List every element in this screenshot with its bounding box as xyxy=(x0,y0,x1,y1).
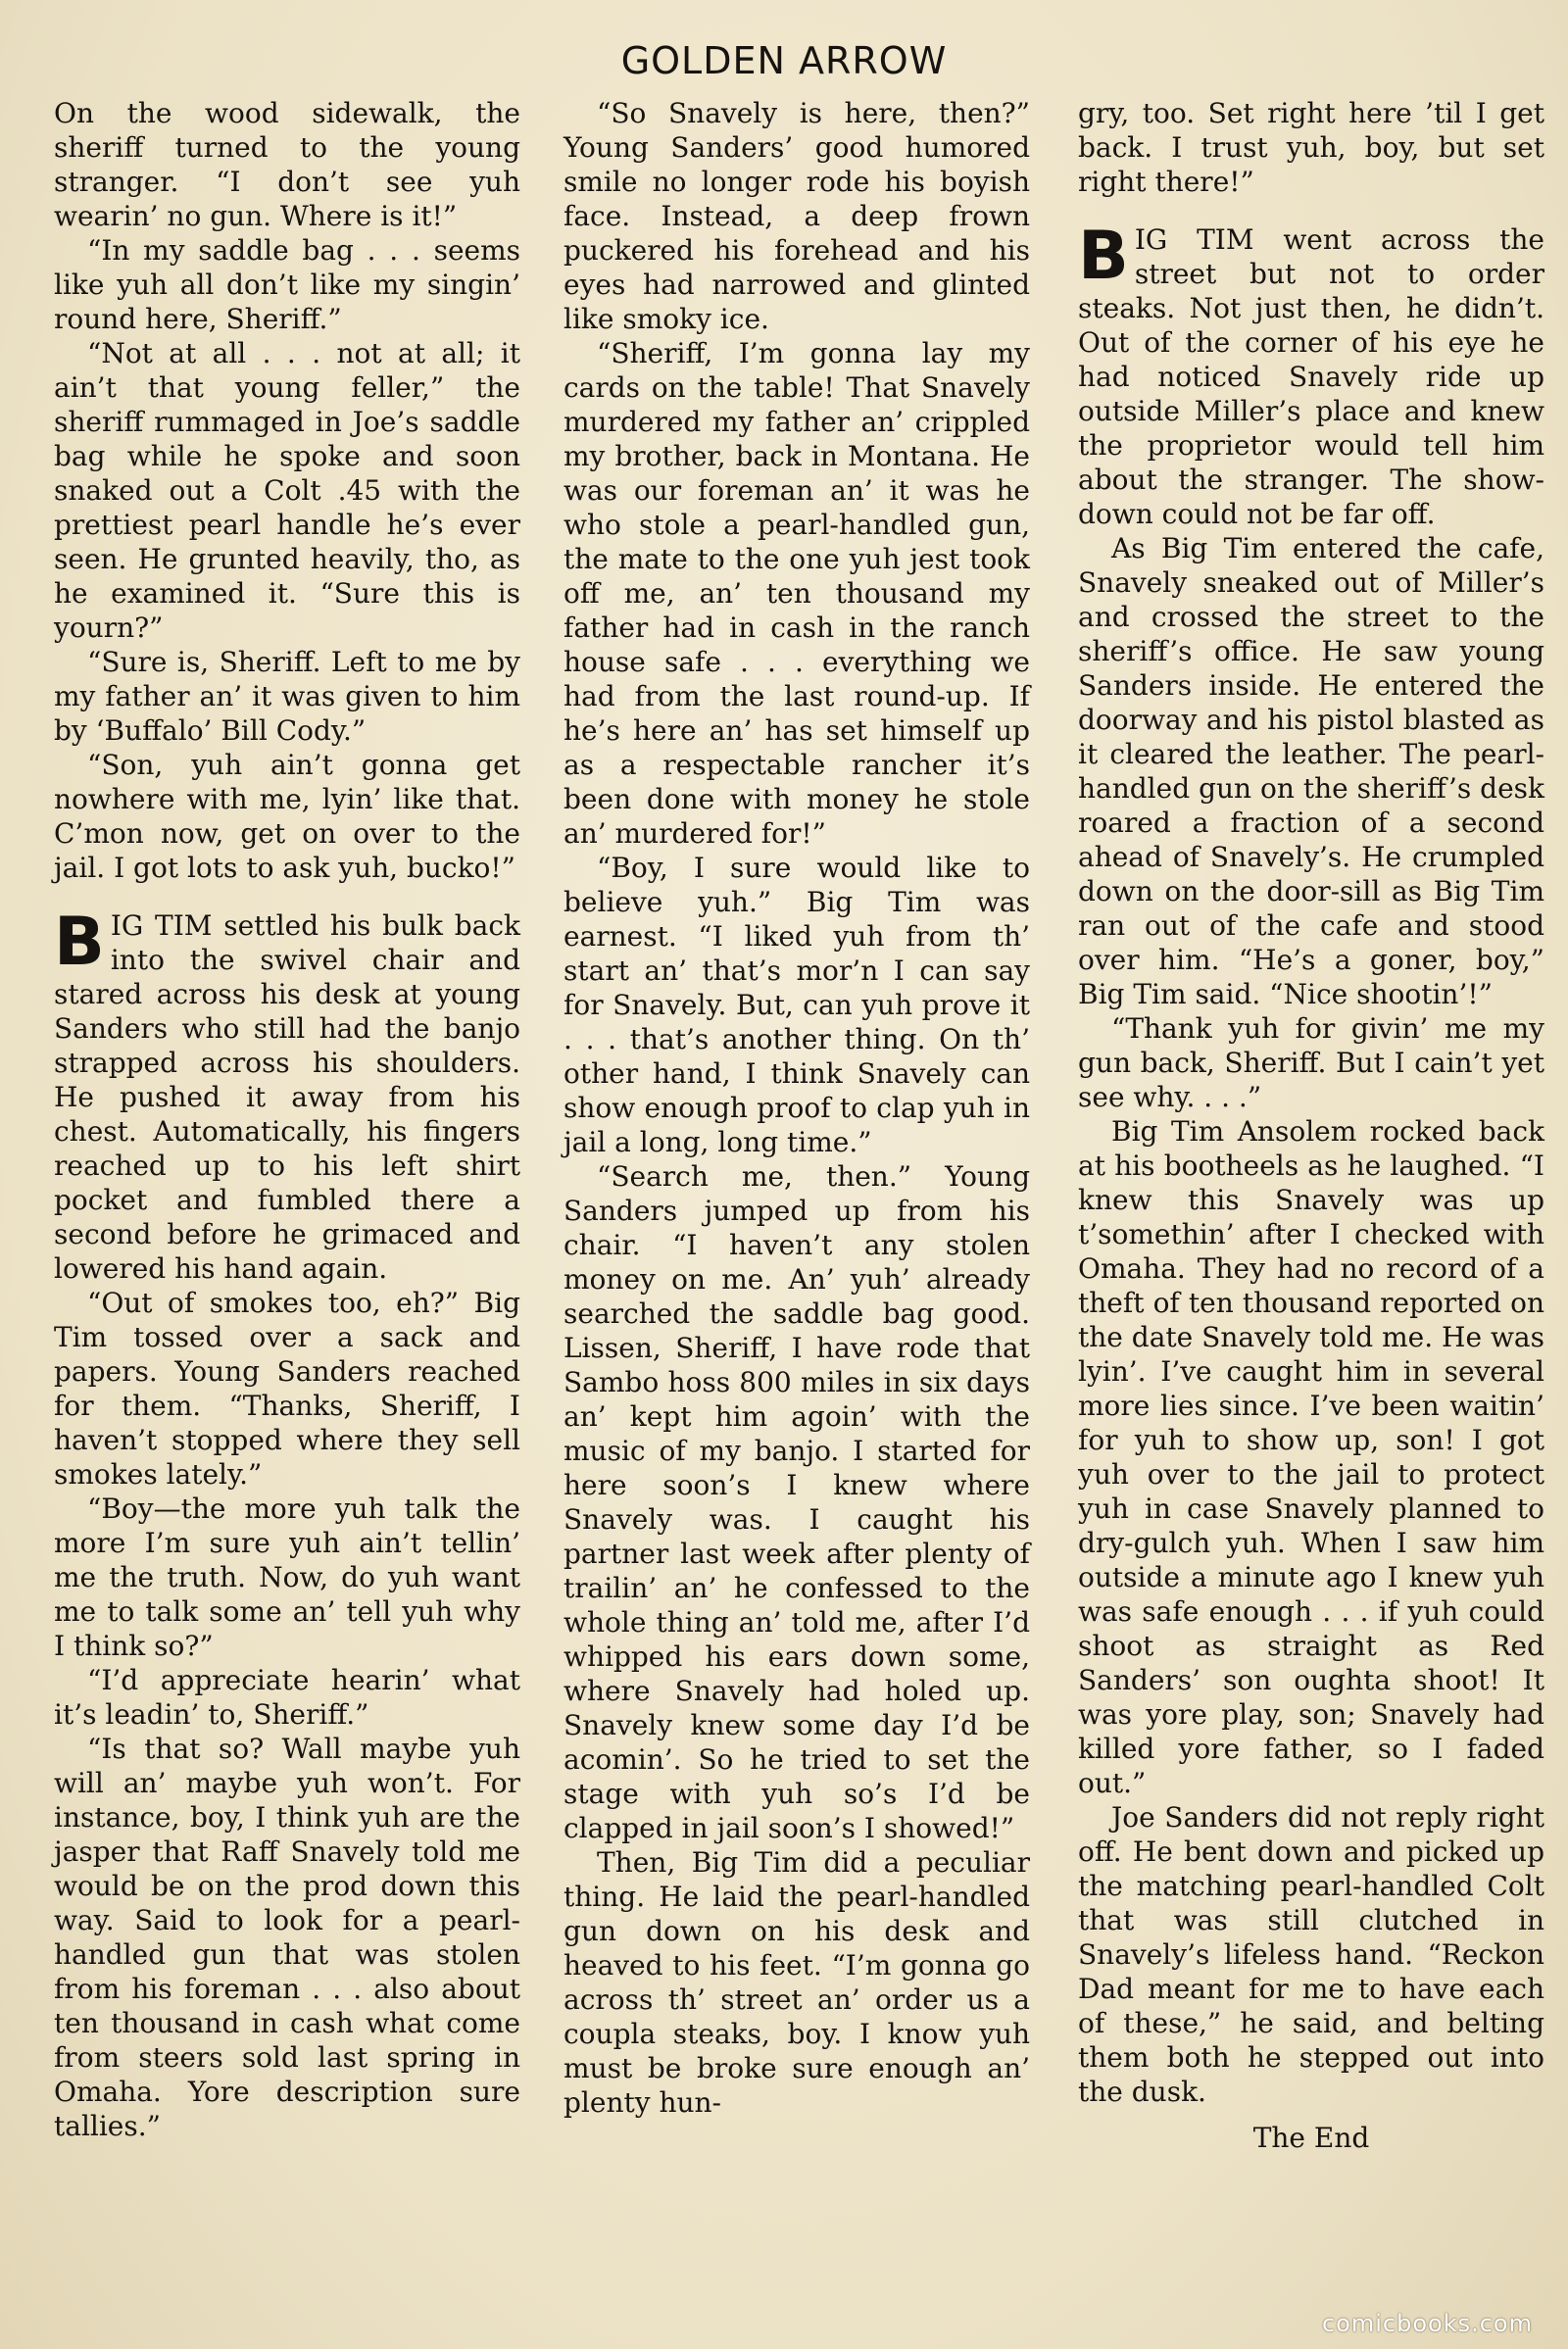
paragraph: “Search me, then.” Young Sanders jumped up from his chair. “I haven’t any stolen money on me. An’ yuh’ already searched the saddle bag good. Lissen, Sheriff, I have rode that Sambo hoss 800 miles in six days an’ kept him agoin’ with the music of my banjo. I started for here soon’s I knew where Snavely was. I caught his partner last week after plenty of trailin’ an’ he confessed to the whole thing an’ told me, after I’d whipped his ears down some, where Snavely had holed up. Snavely knew some day I’d be acomin’. So he tried to set the stage with yuh so’s I’d be clapped in jail soon’s I showed!” xyxy=(564,1160,1030,1844)
paragraph: “So Snavely is here, then?” Young Sanders’ good humored smile no longer rode his boyish face. Instead, a deep frown puckered his forehead and his eyes had narrowed and glinted like smoky ice. xyxy=(564,97,1030,335)
text-column-3 xyxy=(1078,96,1544,2155)
paragraph: “Thank yuh for givin’ me my gun back, Sheriff. But I cain’t yet see why. . . .” xyxy=(1078,1012,1544,1113)
paragraph: “Son, yuh ain’t gonna get nowhere with me, lyin’ like that. C’mon now, get on over to the jail. I got lots to ask yuh, bucko!” xyxy=(54,749,520,884)
paragraph: Joe Sanders did not reply right off. He bent down and picked up the matching pearl-handled Colt that was still clutched in Snavely’s lifeless hand. “Reckon Dad meant for me to have each of these,” he said, and belting them both he stepped out into the dusk. xyxy=(1078,1801,1544,2108)
watermark-text: comicbooks.com xyxy=(1321,2310,1533,2337)
text-column-1 xyxy=(54,96,520,2143)
paragraph: “Not at all . . . not at all; it ain’t that young feller,” the sheriff rummaged in Joe’s saddle bag while he spoke and soon snaked out a Colt .45 with the prettiest pearl handle he’s ever seen. He grunted heavily, tho, as he examined it. “Sure this is yourn?” xyxy=(54,337,520,644)
text-column-2 xyxy=(564,96,1030,2120)
paragraph: “Out of smokes too, eh?” Big Tim tossed over a sack and papers. Young Sanders reached for them. “Thanks, Sheriff, I haven’t stopped where they sell smokes lately.” xyxy=(54,1287,520,1491)
paragraph: On the wood sidewalk, the sheriff turned to the young stranger. “I don’t see yuh wearin’ no gun. Where is it!” xyxy=(54,97,520,232)
paragraph: “In my saddle bag . . . seems like yuh all don’t like my singin’ round here, Sheriff.” xyxy=(54,234,520,335)
paragraph: “Is that so? Wall maybe yuh will an’ maybe yuh won’t. For instance, boy, I think yuh are the jasper that Raff Snavely told me would be on the prod down this way. Said to look for a pearl-handled gun that was stolen from his foreman . . . also about ten thousand in cash what come from steers sold last spring in Omaha. Yore description sure tallies.” xyxy=(54,1733,520,2142)
paragraph: “Sure is, Sheriff. Left to me by my father an’ it was given to him by ‘Buffalo’ Bill Cody.” xyxy=(54,646,520,747)
section-break-paragraph xyxy=(54,904,520,1286)
the-end-label: The End xyxy=(1252,2122,1370,2154)
paragraph: gry, too. Set right here ’til I get back. I trust yuh, boy, but set right there!” xyxy=(1078,97,1544,198)
drop-cap: B xyxy=(1078,218,1129,295)
paragraph: “I’d appreciate hearin’ what it’s leadin’ to, Sheriff.” xyxy=(54,1664,520,1731)
paragraph: Big Tim Ansolem rocked back at his bootheels as he laughed. “I knew this Snavely was up t’somethin’ after I checked with Omaha. They had no record of a theft of ten thousand reported on the date Snavely told me. He was lyin’. I’ve caught him in several more lies since. I’ve been waitin’ for yuh to show up, son! I got yuh over to the jail to protect yuh in case Snavely planned to dry-gulch yuh. When I saw him outside a minute ago I knew yuh was safe enough . . . if yuh could shoot as straight as Red Sanders’ son oughta shoot! It was yore play, son; Snavely had killed yore father, so I faded out.” xyxy=(1078,1115,1544,1799)
paragraph-text: IG TIM settled his bulk back into the swivel chair and stared across his desk at young Sanders who still had the banjo strapped across his shoulders. He pushed it away from his chest. Automatically, his fingers reached up to his left shirt pocket and fumbled there a second before he grimaced and lowered his hand again. xyxy=(54,909,520,1285)
paragraph-text: IG TIM went across the street but not to order steaks. Not just then, he didn’t. Out of the corner of his eye he had noticed Snavely ride up outside Miller’s place and knew the proprietor would tell him about the stranger. The show-down could not be far off. xyxy=(1078,223,1544,530)
page-header-title: GOLDEN ARROW xyxy=(620,39,948,82)
paragraph: Then, Big Tim did a peculiar thing. He laid the pearl-handled gun down on his desk and heaved to his feet. “I’m gonna go across th’ street an’ order us a coupla steaks, boy. I know yuh must be broke sure enough an’ plenty hun- xyxy=(564,1846,1030,2119)
paragraph: “Boy, I sure would like to believe yuh.” Big Tim was earnest. “I liked yuh from th’ start an’ that’s mor’n I can say for Snavely. But, can yuh prove it . . . that’s another thing. On th’ other hand, I think Snavely can show enough proof to clap yuh in jail a long, long time.” xyxy=(564,852,1030,1158)
paragraph: “Sheriff, I’m gonna lay my cards on the table! That Snavely murdered my father an’ crippled my brother, back in Montana. He was our foreman an’ it was he who stole a pearl-handled gun, the mate to the one yuh jest took off me, an’ ten thousand my father had in cash in the ranch house safe . . . everything we had from the last round-up. If he’s here an’ has set himself up as a respectable rancher it’s been done with money he stole an’ murdered for!” xyxy=(564,337,1030,850)
paragraph: “Boy—the more yuh talk the more I’m sure yuh ain’t tellin’ me the truth. Now, do yuh want me to talk some an’ tell yuh why I think so?” xyxy=(54,1493,520,1662)
section-break-paragraph xyxy=(1078,218,1544,531)
drop-cap: B xyxy=(54,904,105,981)
paragraph: As Big Tim entered the cafe, Snavely sneaked out of Miller’s and crossed the street to the sheriff’s office. He saw young Sanders inside. He entered the doorway and his pistol blasted as it cleared the leather. The pearl-handled gun on the sheriff’s desk roared a fraction of a second ahead of Snavely’s. He crumpled down on the door-sill as Big Tim ran out of the cafe and stood over him. “He’s a goner, boy,” Big Tim said. “Nice shootin’!” xyxy=(1078,532,1544,1010)
